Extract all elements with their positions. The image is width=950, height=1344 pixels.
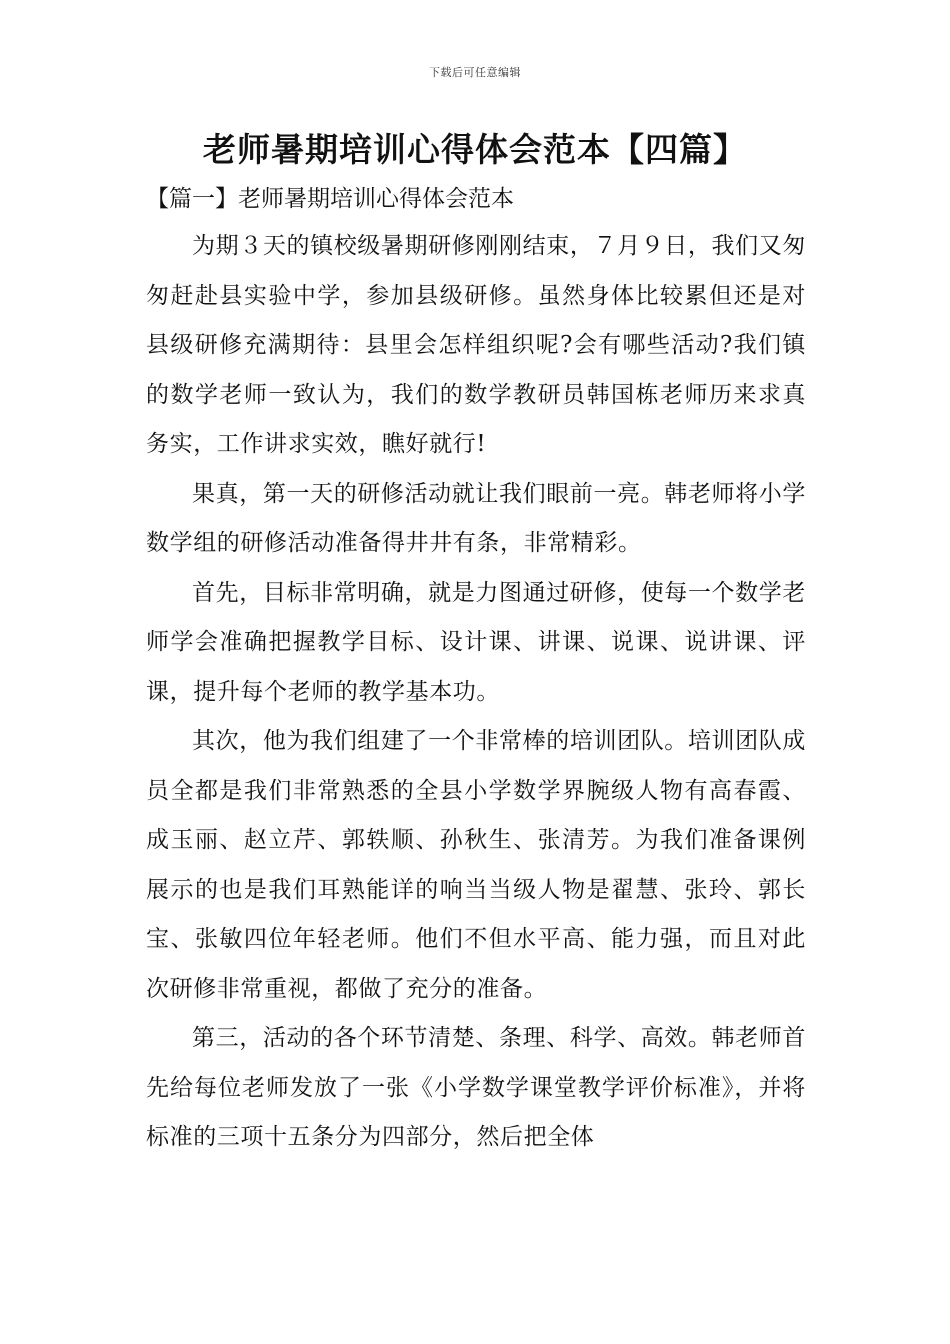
paragraph-2: 果真，第一天的研修活动就让我们眼前一亮。韩老师将小学数学组的研修活动准备得井井有条，非常精彩。 [146, 480, 806, 556]
paragraph-1: 为期３天的镇校级暑期研修刚刚结束，７月９日，我们又匆匆赶赴县实验中学，参加县级研修。虽然身体比较累但还是对县级研修充满期待：县里会怎样组织呢?会有哪些活动?我们镇的数学老师一致认为，我们的数学教研员韩国栋老师历来求真务实，工作讲求实效，瞧好就行! [146, 233, 806, 457]
document-title: 老师暑期培训心得体会范本【四篇】 [203, 130, 747, 169]
section-heading: 【篇一】老师暑期培训心得体会范本 [146, 186, 514, 212]
document-body [146, 222, 806, 1163]
paragraph-3: 首先，目标非常明确，就是力图通过研修，使每一个数学老师学会准确把握教学目标、设计课、讲课、说课、说讲课、评课，提升每个老师的教学基本功。 [146, 579, 806, 705]
header-note: 下载后可任意编辑 [429, 66, 521, 79]
paragraph-4: 其次，他为我们组建了一个非常棒的培训团队。培训团队成员全都是我们非常熟悉的全县小学数学界腕级人物有高春霞、成玉丽、赵立芹、郭轶顺、孙秋生、张清芳。为我们准备课例展示的也是我们耳熟能详的响当当级人物是翟慧、张玲、郭长宝、张敏四位年轻老师。他们不但水平高、能力强，而且对此次研修非常重视，都做了充分的准备。 [146, 728, 806, 1002]
paragraph-5: 第三，活动的各个环节清楚、条理、科学、高效。韩老师首先给每位老师发放了一张《小学数学课堂教学评价标准》，并将标准的三项十五条分为四部分，然后把全体 [146, 1025, 806, 1150]
